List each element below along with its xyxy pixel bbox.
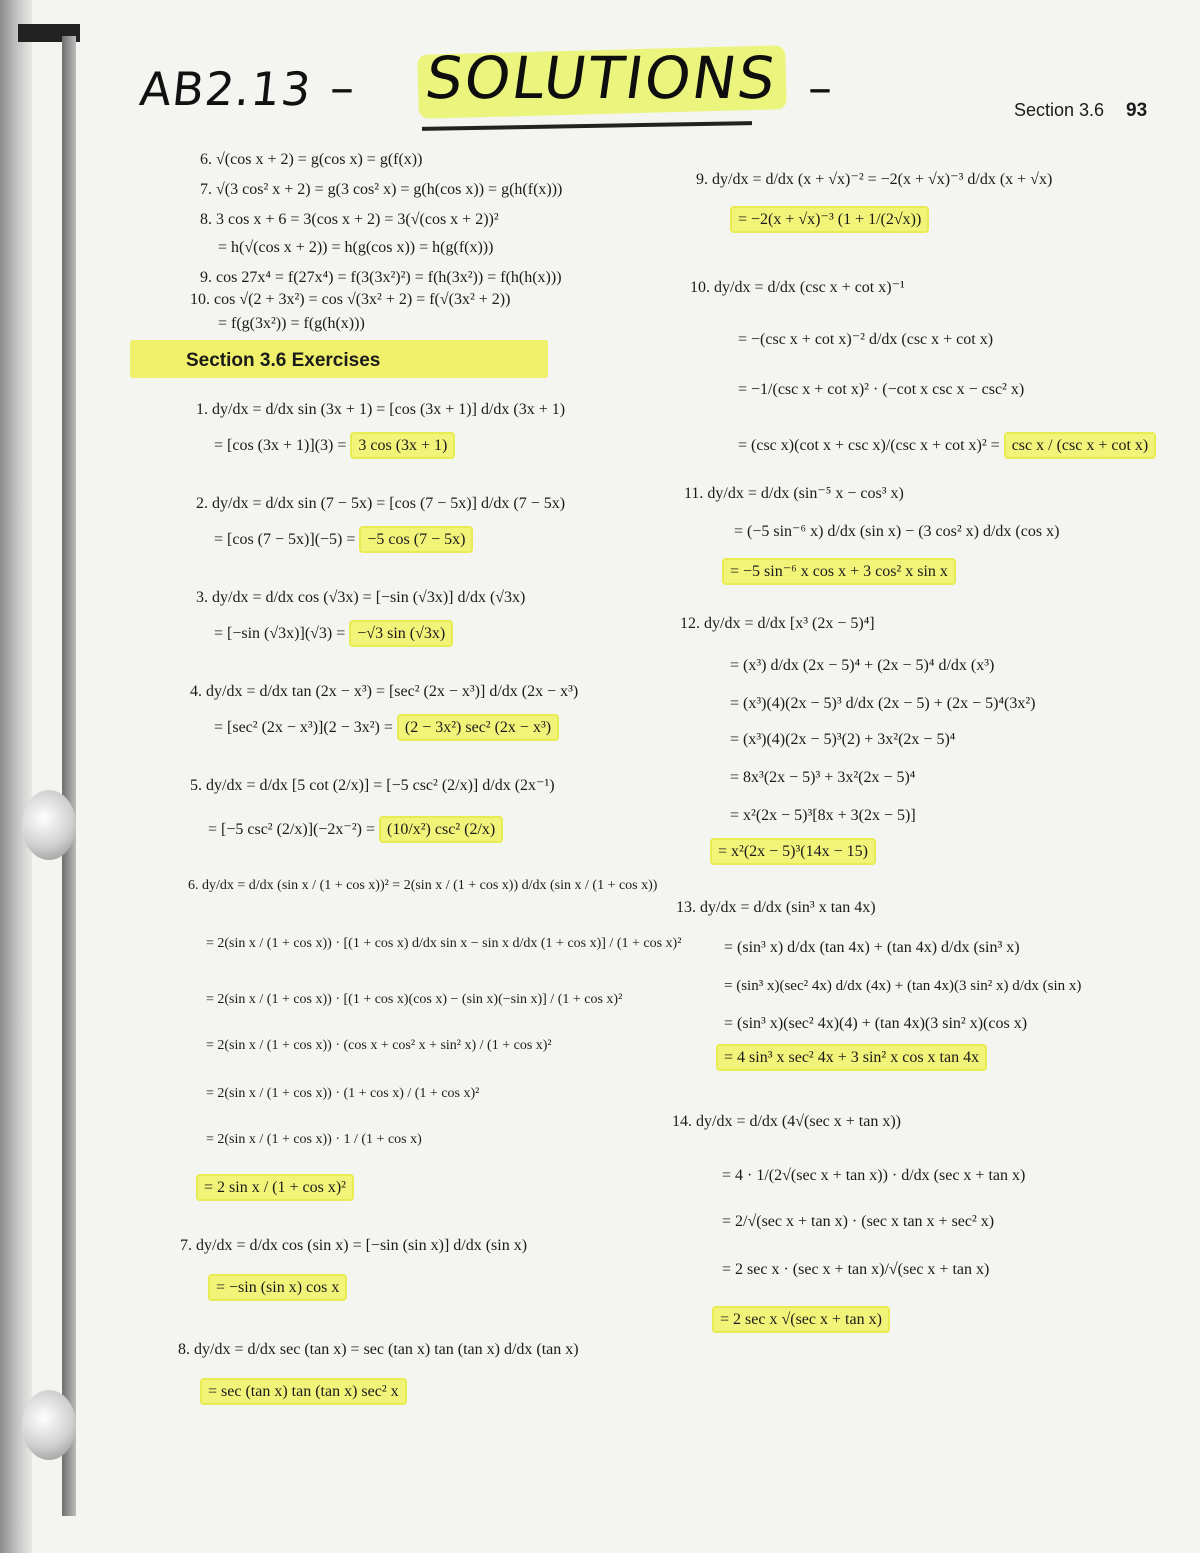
answer-highlight: (10/x²) csc² (2/x) [379,816,503,843]
answer-highlight: = 2 sec x √(sec x + tan x) [712,1306,890,1333]
punch-hole [22,790,76,860]
handwritten-title: SOLUTIONS [421,44,782,112]
exercise-11-step: = (−5 sin⁻⁶ x) d/dx (sin x) − (3 cos² x) d/dx (cos x) [734,523,1060,540]
exercise-14-answer [712,1310,890,1330]
exercise-12-step: = 8x³(2x − 5)³ + 3x²(2x − 5)⁴ [730,769,916,786]
answer-highlight: = −5 sin⁻⁶ x cos x + 3 cos² x sin x [722,558,956,585]
answer-highlight: = 2 sin x / (1 + cos x)² [196,1174,354,1201]
exercise-14-step: = 2/√(sec x + tan x) · (sec x tan x + sec² x) [722,1213,995,1230]
answer-highlight: = −2(x + √x)⁻³ (1 + 1/(2√x)) [730,206,929,233]
binder-shadow [62,36,76,1516]
exercise-13-answer [716,1048,987,1068]
exercise-3-line: 3. dy/dx = d/dx cos (√3x) = [−sin (√3x)] d/dx (√3x) [196,589,526,606]
section-header: Section 3.6 [1014,100,1105,120]
handwritten-dash: – [808,60,832,116]
exercise-7-answer [208,1278,347,1298]
exercise-14-step: = 2 sec x · (sec x + tan x)/√(sec x + tan x) [722,1261,990,1278]
solutions-title [418,42,788,116]
answer-highlight: 3 cos (3x + 1) [350,432,455,459]
answer-highlight: (2 − 3x²) sec² (2x − x³) [397,714,559,741]
exercise-8-line: 8. dy/dx = d/dx sec (tan x) = sec (tan x) tan (tan x) d/dx (tan x) [178,1341,579,1358]
exercise-9-answer [730,210,929,230]
exercise-9-line: 9. dy/dx = d/dx (x + √x)⁻² = −2(x + √x)⁻³ d/dx (x + √x) [696,171,1053,188]
answer-highlight: −5 cos (7 − 5x) [359,526,473,553]
prev-answer: = h(√(cos x + 2)) = h(g(cos x)) = h(g(f(x))) [218,239,494,256]
exercise-13-step: = (sin³ x)(sec² 4x)(4) + (tan 4x)(3 sin² x)(cos x) [724,1015,1028,1032]
punch-hole [22,1390,76,1460]
exercise-10-step: = −(csc x + cot x)⁻² d/dx (csc x + cot x) [738,331,994,348]
exercise-12-step: = (x³)(4)(2x − 5)³ d/dx (2x − 5) + (2x − 5)⁴(3x²) [730,695,1036,712]
exercise-8-answer [200,1382,407,1402]
prev-answer: 7. √(3 cos² x + 2) = g(3 cos² x) = g(h(cos x)) = g(h(f(x))) [200,181,563,198]
section-title: Section 3.6 Exercises [186,350,381,371]
exercise-2-step: = [cos (7 − 5x)](−5) = −5 cos (7 − 5x) [214,530,473,550]
exercise-6-answer [196,1178,354,1198]
exercise-6-step: = 2(sin x / (1 + cos x)) · (cos x + cos² x + sin² x) / (1 + cos x)² [206,1038,552,1053]
prev-answer: = f(g(3x²)) = f(g(h(x))) [218,315,365,332]
page-number: 93 [1126,100,1148,121]
exercise-6-line: 6. dy/dx = d/dx (sin x / (1 + cos x))² = 2(sin x / (1 + cos x)) d/dx (sin x / (1 + cos x)) [188,878,658,893]
exercise-5-line: 5. dy/dx = d/dx [5 cot (2/x)] = [−5 csc² (2/x)] d/dx (2x⁻¹) [190,777,555,794]
exercise-12-step: = x²(2x − 5)³[8x + 3(2x − 5)] [730,807,916,824]
answer-highlight: = 4 sin³ x sec² 4x + 3 sin² x cos x tan 4x [716,1044,987,1071]
handwritten-dash: – [330,60,354,116]
exercise-12-step: = (x³) d/dx (2x − 5)⁴ + (2x − 5)⁴ d/dx (x³) [730,657,995,674]
answer-highlight: = x²(2x − 5)³(14x − 15) [710,838,876,865]
exercise-11-answer [722,562,956,582]
exercise-13-step: = (sin³ x) d/dx (tan 4x) + (tan 4x) d/dx (sin³ x) [724,939,1020,956]
exercise-6-step: = 2(sin x / (1 + cos x)) · [(1 + cos x)(cos x) − (sin x)(−sin x)] / (1 + cos x)² [206,992,623,1007]
prev-answer: 6. √(cos x + 2) = g(cos x) = g(f(x)) [200,151,423,168]
title-underline [422,121,752,131]
answer-highlight: = sec (tan x) tan (tan x) sec² x [200,1378,407,1405]
exercise-11-line: 11. dy/dx = d/dx (sin⁻⁵ x − cos³ x) [684,485,904,502]
exercise-13-line: 13. dy/dx = d/dx (sin³ x tan 4x) [676,899,876,916]
answer-highlight: = −sin (sin x) cos x [208,1274,347,1301]
exercise-12-line: 12. dy/dx = d/dx [x³ (2x − 5)⁴] [680,615,875,632]
prev-answer: 9. cos 27x⁴ = f(27x⁴) = f(3(3x²)²) = f(h(3x²)) = f(h(h(x))) [200,269,562,286]
exercise-4-line: 4. dy/dx = d/dx tan (2x − x³) = [sec² (2x − x³)] d/dx (2x − x³) [190,683,579,700]
exercise-13-step: = (sin³ x)(sec² 4x) d/dx (4x) + (tan 4x)(3 sin² x) d/dx (sin x) [724,978,1082,994]
exercise-1-step: = [cos (3x + 1)](3) = 3 cos (3x + 1) [214,436,455,456]
exercise-6-step: = 2(sin x / (1 + cos x)) · (1 + cos x) / (1 + cos x)² [206,1086,480,1101]
exercise-7-line: 7. dy/dx = d/dx cos (sin x) = [−sin (sin x)] d/dx (sin x) [180,1237,528,1254]
exercise-1-line: 1. dy/dx = d/dx sin (3x + 1) = [cos (3x + 1)] d/dx (3x + 1) [196,401,566,418]
exercise-10-line: 10. dy/dx = d/dx (csc x + cot x)⁻¹ [690,279,905,296]
exercise-3-step: = [−sin (√3x)](√3) = −√3 sin (√3x) [214,624,453,644]
exercise-12-answer [710,842,876,862]
exercise-10-step: = (csc x)(cot x + csc x)/(csc x + cot x)² = csc x / (csc x + cot x) [738,436,1156,456]
exercise-10-step: = −1/(csc x + cot x)² · (−cot x csc x − csc² x) [738,381,1025,398]
exercise-14-step: = 4 · 1/(2√(sec x + tan x)) · d/dx (sec x + tan x) [722,1167,1026,1184]
exercise-14-line: 14. dy/dx = d/dx (4√(sec x + tan x)) [672,1113,902,1130]
answer-highlight: −√3 sin (√3x) [349,620,453,647]
exercise-12-step: = (x³)(4)(2x − 5)³(2) + 3x²(2x − 5)⁴ [730,731,956,748]
prev-answer: 8. 3 cos x + 6 = 3(cos x + 2) = 3(√(cos x + 2))² [200,211,499,228]
exercise-6-step: = 2(sin x / (1 + cos x)) · [(1 + cos x) d/dx sin x − sin x d/dx (1 + cos x)] / (1 + cos x)² [206,936,682,951]
handwritten-course-code: AB2.13 [137,62,315,116]
exercise-6-step: = 2(sin x / (1 + cos x)) · 1 / (1 + cos x) [206,1132,422,1147]
scan-edge [0,0,32,1553]
exercise-5-step: = [−5 csc² (2/x)](−2x⁻²) = (10/x²) csc² (2/x) [208,820,503,840]
exercise-4-step: = [sec² (2x − x³)](2 − 3x²) = (2 − 3x²) sec² (2x − x³) [214,718,559,738]
prev-answer: 10. cos √(2 + 3x²) = cos √(3x² + 2) = f(√(3x² + 2)) [190,291,511,308]
exercise-2-line: 2. dy/dx = d/dx sin (7 − 5x) = [cos (7 − 5x)] d/dx (7 − 5x) [196,495,566,512]
answer-highlight: csc x / (csc x + cot x) [1004,432,1157,459]
